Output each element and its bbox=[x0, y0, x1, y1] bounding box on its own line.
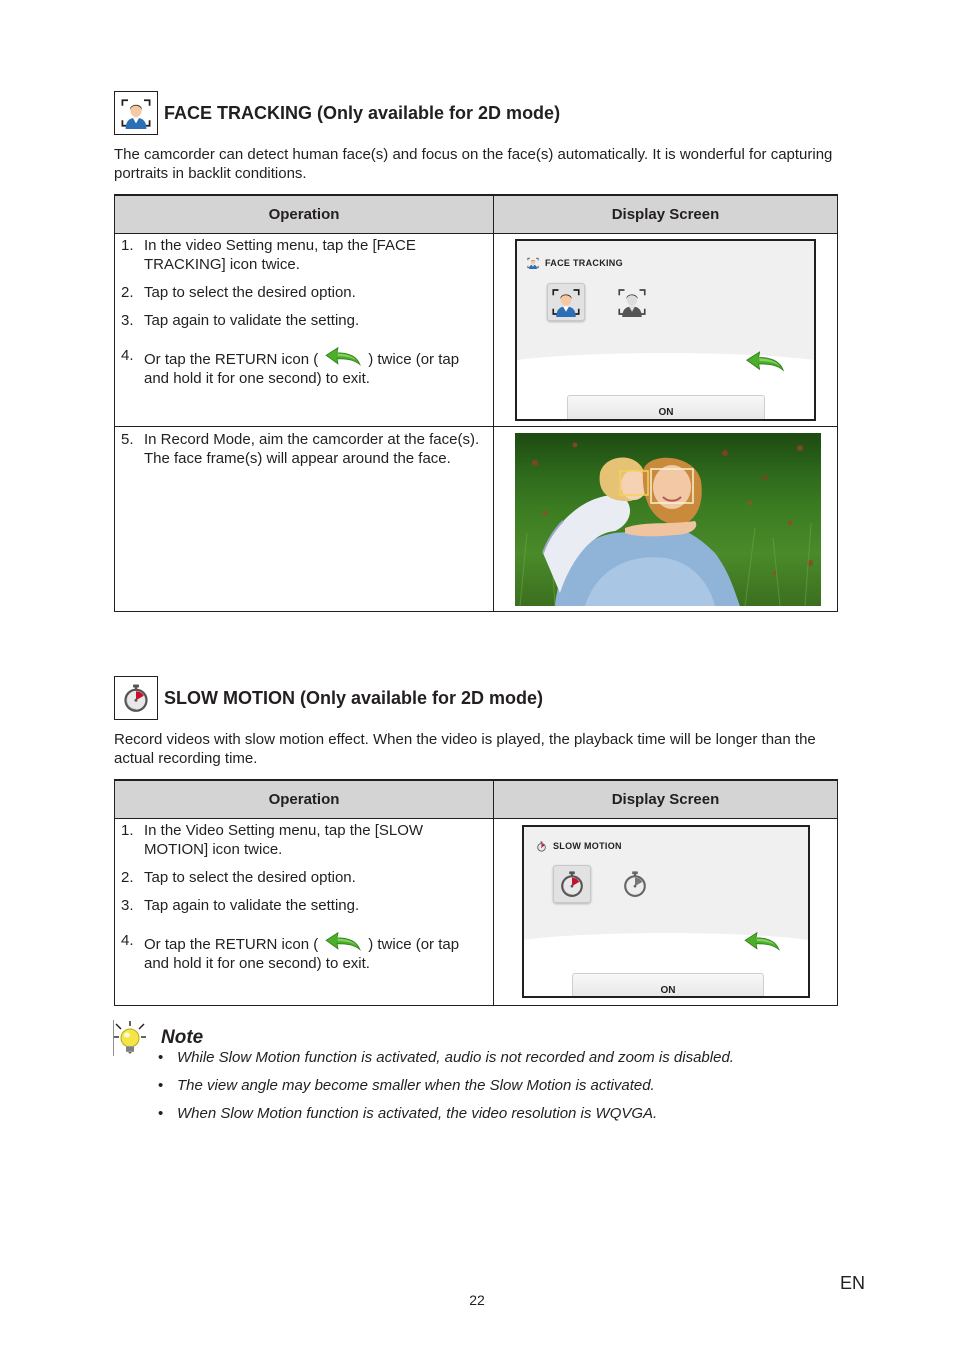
step-1: 1. In the Video Setting menu, tap the [SLOW MOTION] icon twice. bbox=[121, 821, 424, 858]
display-cell bbox=[494, 233, 838, 426]
operation-cell bbox=[115, 818, 494, 1005]
return-icon[interactable] bbox=[745, 350, 785, 374]
face-tracking-off-icon bbox=[617, 287, 647, 317]
slow-motion-heading bbox=[114, 676, 543, 720]
operation-cell bbox=[115, 426, 494, 611]
face-tracking-table bbox=[114, 194, 838, 612]
col-display-screen: Display Screen bbox=[494, 195, 838, 233]
slow-motion-off-option[interactable] bbox=[616, 865, 654, 903]
slow-motion-icon bbox=[536, 841, 547, 852]
option-on-label: ON bbox=[567, 395, 765, 421]
display-cell bbox=[494, 426, 838, 611]
slow-motion-icon bbox=[114, 676, 158, 720]
slow-motion-table bbox=[114, 779, 838, 1006]
mother-daughter-photo bbox=[515, 433, 821, 606]
lightbulb-icon bbox=[113, 1020, 147, 1056]
slow-motion-title: SLOW MOTION (Only available for 2D mode) bbox=[164, 687, 544, 708]
step-1: 1. In the video Setting menu, tap the [FACE TRACKING] icon twice. bbox=[121, 236, 416, 273]
step-4: 4. Or tap the RETURN icon ( ) twice (or tap and hold it for one second) to exit. bbox=[121, 931, 460, 972]
list-item: • The view angle may become smaller when the Slow Motion is activated. bbox=[158, 1077, 655, 1094]
col-operation: Operation bbox=[115, 195, 494, 233]
step-5: 5. In Record Mode, aim the camcorder at the face(s). The face frame(s) will appear around the face. bbox=[121, 430, 480, 467]
language-label: EN bbox=[840, 1273, 866, 1293]
screen-title-row: SLOW MOTION bbox=[536, 841, 622, 852]
step-3: 3. Tap again to validate the setting. bbox=[121, 896, 360, 914]
col-operation: Operation bbox=[115, 780, 494, 818]
step-4: 4. Or tap the RETURN icon ( ) twice (or tap and hold it for one second) to exit. bbox=[121, 346, 460, 387]
col-display-screen: Display Screen bbox=[494, 780, 838, 818]
operation-cell bbox=[115, 233, 494, 426]
note-title: Note bbox=[161, 1027, 204, 1048]
return-icon bbox=[322, 346, 364, 368]
screen-title-row: FACE TRACKING bbox=[527, 257, 623, 269]
option-on-label: ON bbox=[572, 973, 764, 998]
slow-motion-on-option[interactable] bbox=[553, 865, 591, 903]
face-tracking-icon bbox=[527, 257, 539, 269]
slow-motion-intro: Record videos with slow motion effect. When the video is played, the playback time will be longer than the actual recording time. bbox=[114, 731, 816, 767]
list-item: • While Slow Motion function is activated, audio is not recorded and zoom is disabled. bbox=[158, 1049, 734, 1066]
return-icon bbox=[322, 931, 364, 953]
list-item: • When Slow Motion function is activated, the video resolution is WQVGA. bbox=[158, 1105, 658, 1122]
step-2: 2. Tap to select the desired option. bbox=[121, 868, 356, 886]
face-tracking-screen bbox=[515, 239, 816, 421]
face-tracking-off-option[interactable] bbox=[613, 283, 651, 321]
slow-motion-screen bbox=[522, 825, 810, 998]
step-3: 3. Tap again to validate the setting. bbox=[121, 311, 360, 329]
face-tracking-photo bbox=[515, 433, 821, 606]
slow-motion-off-icon bbox=[621, 870, 649, 898]
display-cell bbox=[494, 818, 838, 1005]
face-tracking-heading bbox=[114, 91, 560, 135]
face-tracking-intro: The camcorder can detect human face(s) and focus on the face(s) automatically. It is wonderful for capturing portraits in backlit conditions. bbox=[114, 146, 833, 182]
face-tracking-icon bbox=[114, 91, 158, 135]
step-2: 2. Tap to select the desired option. bbox=[121, 283, 356, 301]
note-list bbox=[158, 1048, 734, 1132]
page-number: 22 bbox=[469, 1292, 485, 1308]
face-tracking-on-option[interactable] bbox=[547, 283, 585, 321]
face-tracking-title: FACE TRACKING (Only available for 2D mode) bbox=[164, 102, 561, 123]
face-tracking-icon bbox=[551, 287, 581, 317]
return-icon[interactable] bbox=[743, 931, 781, 953]
slow-motion-icon bbox=[558, 870, 586, 898]
